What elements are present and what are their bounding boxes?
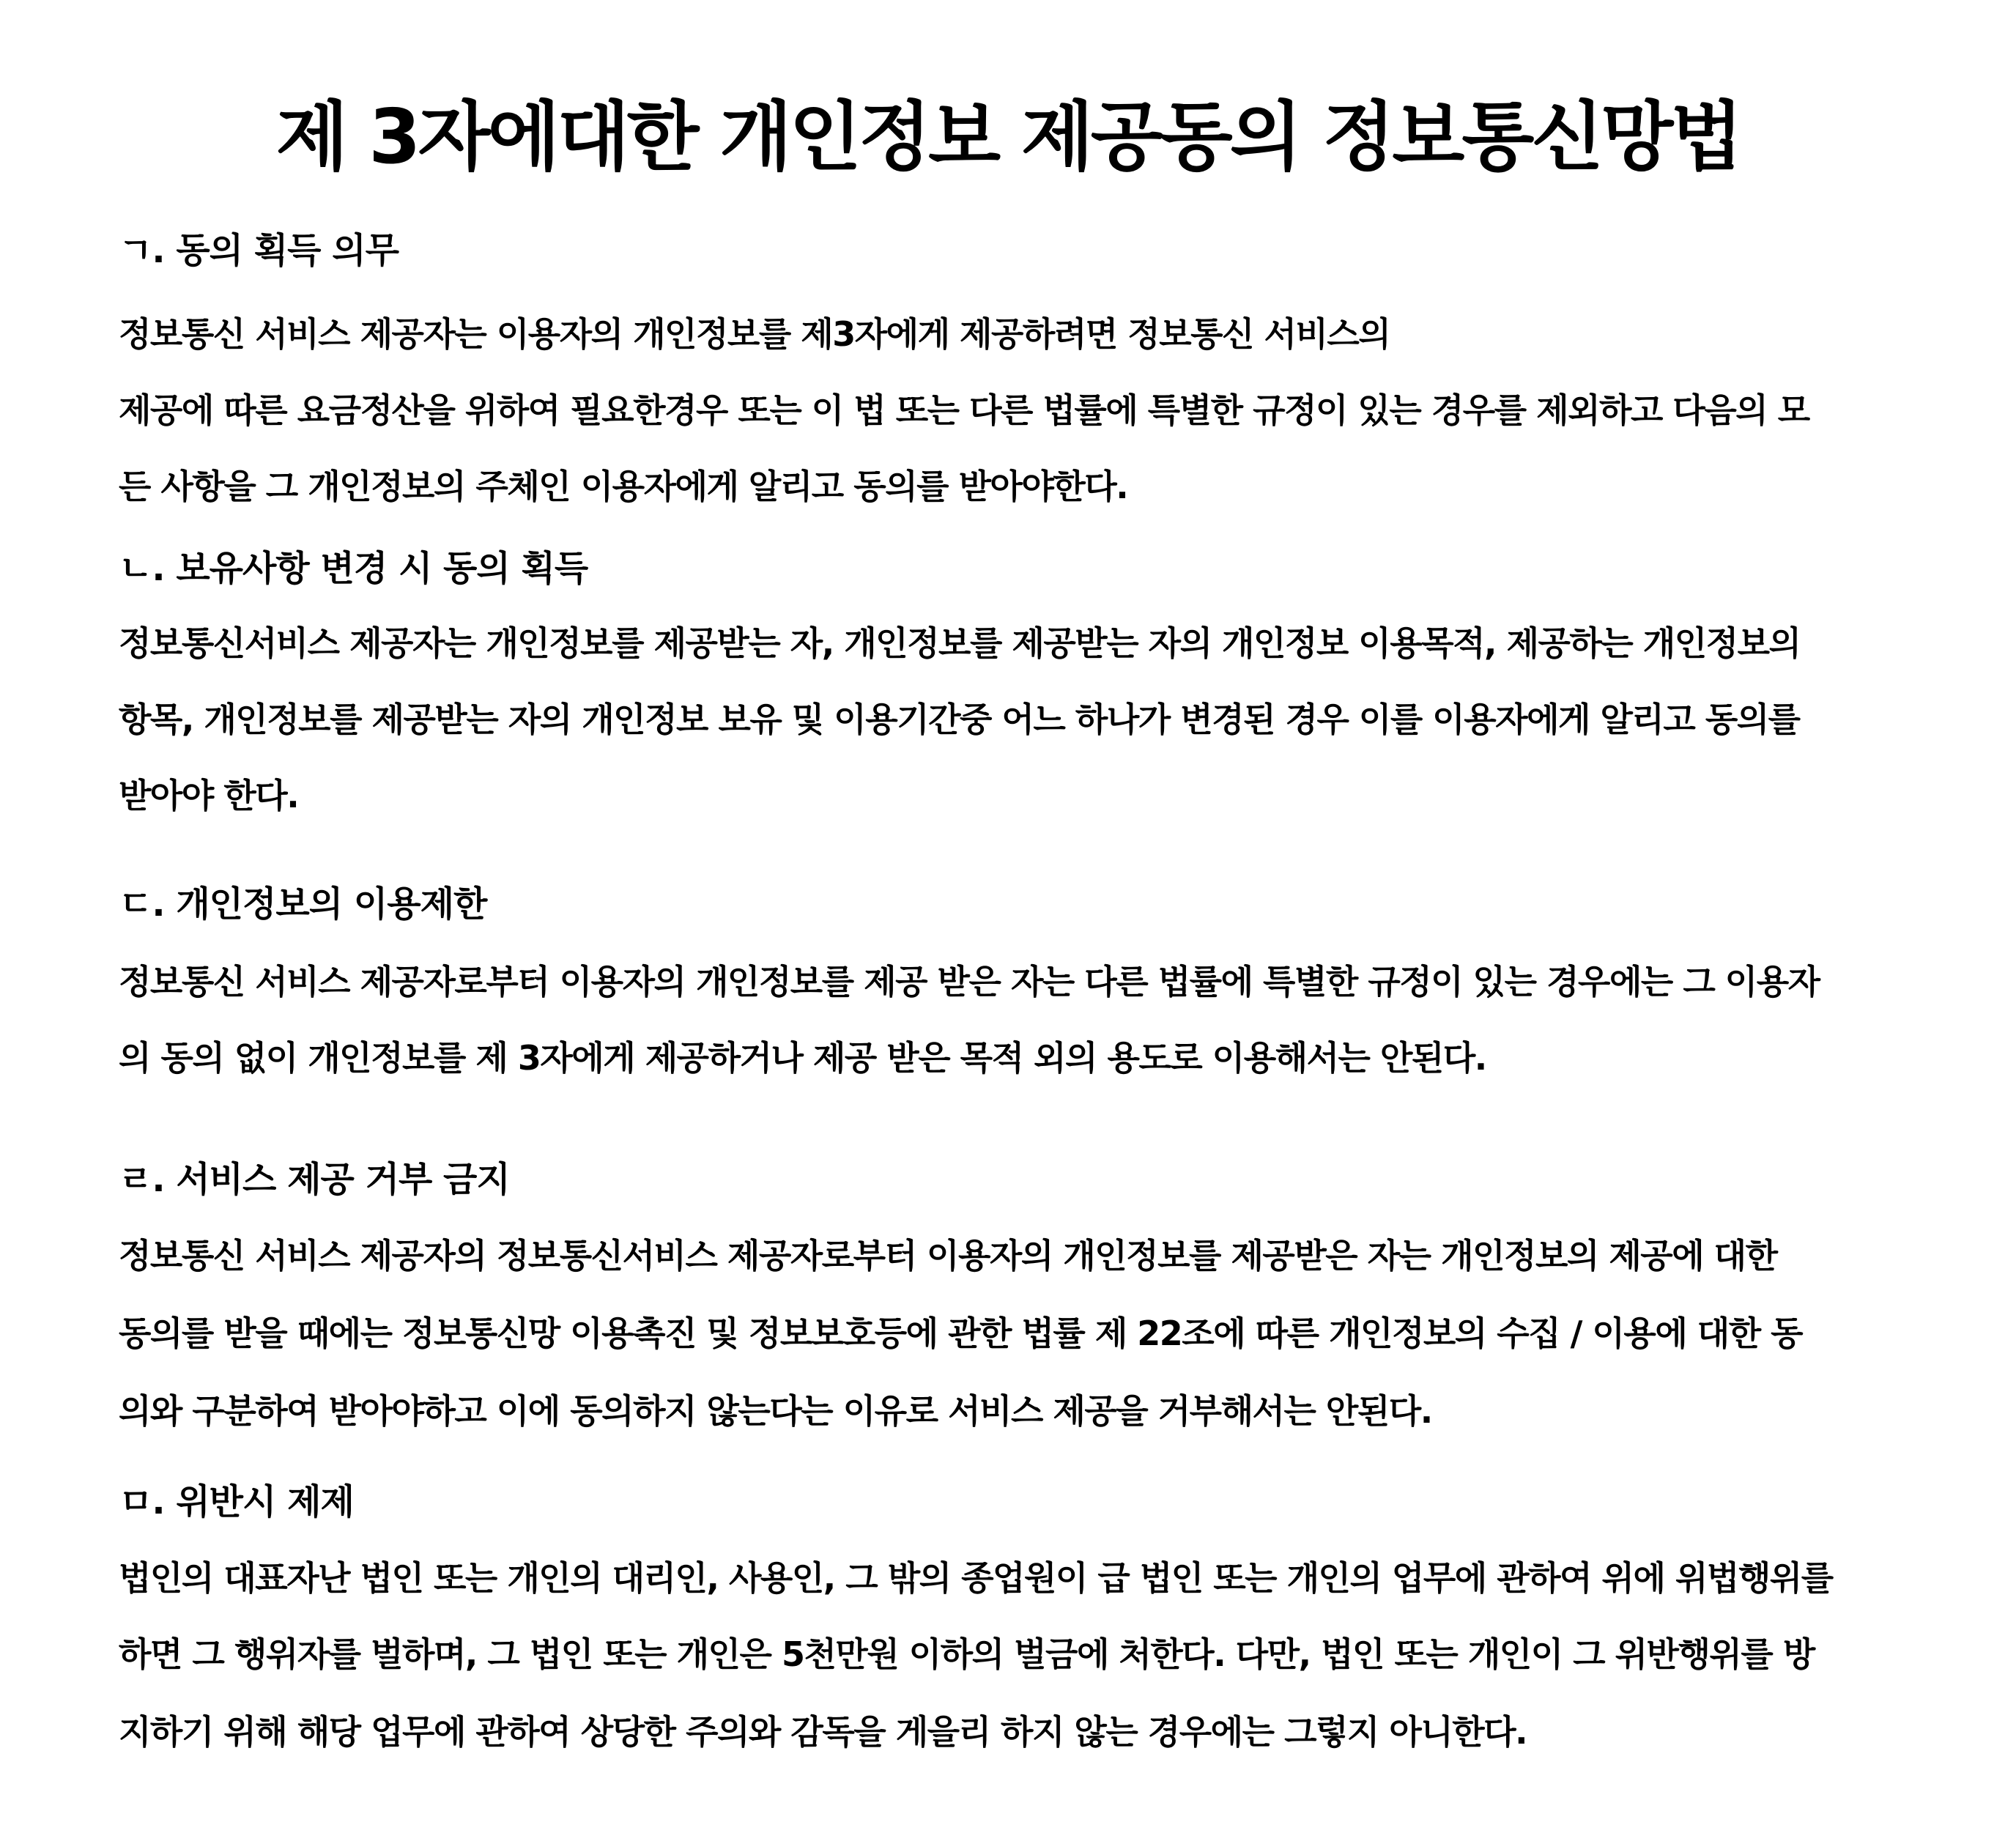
- section-text-line: 의 동의 없이 개인정보를 제 3자에게 제공하거나 제공 받은 목적 외의 용도로 이용해서는 안된다.: [119, 1038, 1486, 1078]
- section-text-line: 의와 구분하여 받아야하고 이에 동의하지 않는다는 이유로 서비스 제공을 거부해서는 안된다.: [119, 1391, 1432, 1431]
- section-text-line: 항목, 개인정보를 제공받는 자의 개인정보 보유 및 이용기간중 어느 하나가 변경된 경우 이를 이용자에게 알리고 동의를: [119, 700, 1800, 739]
- document-title: 제 3자에대한 개인정보 제공동의 정보통신망법: [275, 94, 1741, 181]
- section-heading: ㅁ. 위반시 제제: [119, 1481, 354, 1522]
- section-text-line: 받아야 한다.: [119, 776, 299, 815]
- section-heading: ㄷ. 개인정보의 이용제한: [119, 884, 487, 925]
- section-heading: ㄴ. 보유사항 변경 시 동의 획득: [119, 548, 588, 589]
- section-text-line: 지하기 위해 해당 업무에 관하여 상당한 주의와 감독을 게을리 하지 않는 경우에는 그렇지 아니한다.: [119, 1712, 1527, 1752]
- section-text-line: 정보통신서비스 제공자는 개인정보를 제공받는 자, 개인정보를 제공받는 자의 개인정보 이용목적, 제공하는 개인정보의: [119, 623, 1801, 663]
- section-text-line: 하면 그 행위자를 벌하며, 그 법인 또는 개인은 5천만원 이하의 벌금에 처한다. 다만, 법인 또는 개인이 그 위반행위를 방: [119, 1634, 1815, 1674]
- section-text-line: 정보통신 서비스 제공자로부터 이용자의 개인정보를 제공 받은 자는 다른 법률에 특별한 규정이 있는 경우에는 그 이용자: [119, 962, 1820, 1001]
- section-text-line: 정보통신 서비스 제공자는 이용자의 개인정보를 제3자에게 제공하려면 정보통신 서비스의: [119, 314, 1390, 354]
- section-text-line: 정보통신 서비스 제공자의 정보통신서비스 제공자로부터 이용자의 개인정보를 제공받은 자는 개인정보의 제공에 대한: [119, 1236, 1777, 1275]
- section-heading: ㄱ. 동의 획득 의무: [119, 230, 399, 271]
- section-text-line: 든 사항을 그 개인정보의 주체인 이용자에게 알리고 동의를 받아야한다.: [119, 467, 1128, 506]
- section-heading: ㄹ. 서비스 제공 거부 금지: [119, 1159, 510, 1200]
- section-text-line: 법인의 대표자난 법인 또는 개인의 대리인, 사용인, 그 밖의 종업원이 급 법인 또는 개인의 업무에 관하여 위에 위법행위를: [119, 1558, 1833, 1598]
- section-text-line: 동의를 받을 때에는 정보통신망 이용촉진 및 정보보호등에 관한 법률 제 22조에 따른 개인정보의 수집 / 이용에 대한 동: [119, 1314, 1803, 1353]
- section-text-line: 제공에 따른 요금정산을 위하여 필요한경우 또는 이 법 또는 다른 법률에 특별한 규정이 있는 경우를 제외하고 다음의 모: [119, 390, 1809, 430]
